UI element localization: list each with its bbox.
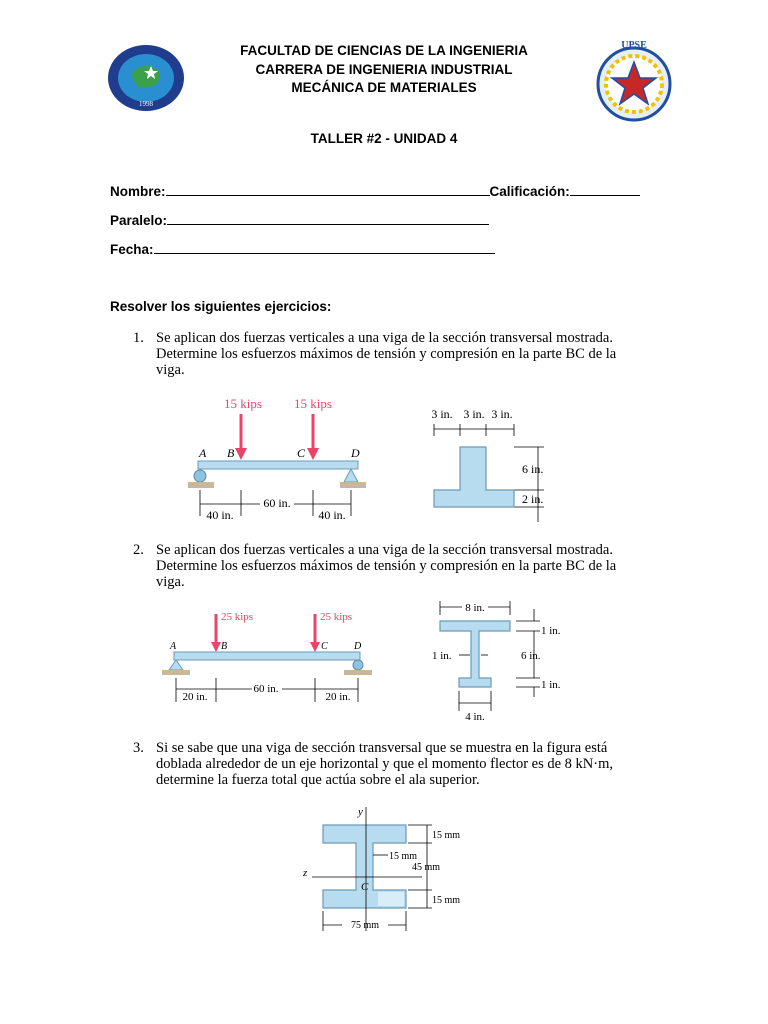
course-title: MECÁNICA DE MATERIALES	[291, 80, 477, 95]
exercise-2-number: 2.	[133, 542, 144, 558]
bottom-thickness: 1 in.	[541, 679, 561, 691]
z-axis-label: z	[303, 867, 308, 879]
width-3: 3 in.	[491, 407, 513, 421]
dist-bc: 60 in.	[263, 496, 291, 510]
point-c: C	[297, 446, 306, 460]
point-d: D	[351, 446, 360, 460]
width-1: 3 in.	[431, 407, 453, 421]
dist-ab: 40 in.	[206, 508, 234, 522]
load-c-label: 25 kips	[319, 611, 353, 623]
web-thickness: 15 mm	[389, 851, 418, 862]
exercise-3-number: 3.	[133, 740, 144, 756]
grade-field[interactable]	[570, 195, 640, 196]
width-2: 3 in.	[463, 407, 485, 421]
exercise-1-number: 1.	[133, 330, 144, 346]
workshop-title: TALLER #2 - UNIDAD 4	[310, 131, 458, 146]
bottom-width: 4 in.	[465, 711, 485, 723]
load-c-label: 15 kips	[294, 396, 332, 411]
name-field[interactable]	[166, 195, 490, 196]
flange-width: 75 mm	[350, 920, 380, 931]
point-b: B	[227, 446, 235, 460]
web-height: 45 mm	[412, 862, 441, 873]
exercise-2-text	[156, 542, 676, 590]
point-c: C	[321, 641, 328, 652]
logo-year: 1998	[139, 100, 153, 108]
name-row	[110, 184, 640, 199]
exercise-2-line2: Determine los esfuerzos máximos de tensión y compresión en la parte BC de la	[156, 558, 617, 574]
point-a: A	[170, 641, 177, 652]
instructions: Resolver los siguientes ejercicios:	[110, 299, 332, 314]
logo-upse-text: UPSE	[621, 40, 647, 51]
beam	[198, 461, 358, 469]
figure-2-cross-section	[428, 597, 573, 725]
figure-1-cross-section	[428, 402, 568, 526]
centroid-label: C	[361, 881, 369, 893]
date-field[interactable]	[154, 253, 495, 254]
date-row	[110, 242, 495, 257]
exercise-3-line1: Si se sabe que una viga de sección transversal que se muestra en la figura está	[156, 740, 608, 756]
exercise-3-text	[156, 740, 676, 788]
load-b-label: 25 kips	[220, 611, 254, 623]
figure-3-cross-section	[298, 803, 478, 937]
top-flange-thickness: 15 mm	[432, 830, 461, 841]
dist-ab: 20 in.	[182, 691, 208, 703]
dist-cd: 40 in.	[318, 508, 346, 522]
exercise-1-line3: viga.	[156, 362, 185, 378]
exercise-2-line1: Se aplican dos fuerzas verticales a una viga de la sección transversal mostrada.	[156, 542, 613, 558]
group-label: Paralelo:	[110, 213, 168, 228]
group-row	[110, 213, 489, 228]
web-thickness: 1 in.	[432, 650, 452, 662]
dist-bc: 60 in.	[253, 683, 279, 695]
exercise-1-line2: Determine los esfuerzos máximos de tensión y compresión en la parte BC de la	[156, 346, 617, 362]
height-flange: 2 in.	[522, 492, 544, 506]
load-b-label: 15 kips	[224, 396, 262, 411]
point-a: A	[199, 446, 207, 460]
group-field[interactable]	[167, 224, 489, 225]
date-label: Fecha:	[110, 242, 154, 257]
figure-1-beam	[180, 392, 380, 524]
y-axis-label: y	[358, 806, 363, 818]
figure-2-beam	[160, 604, 375, 706]
exercise-2-line3: viga.	[156, 574, 185, 590]
bottom-flange-thickness: 15 mm	[432, 895, 461, 906]
career-title: CARRERA DE INGENIERIA INDUSTRIAL	[255, 62, 513, 77]
top-width: 8 in.	[465, 602, 485, 614]
web-height: 6 in.	[521, 650, 541, 662]
exercise-1-text	[156, 330, 676, 378]
top-thickness: 1 in.	[541, 625, 561, 637]
faculty-title: FACULTAD DE CIENCIAS DE LA INGENIERIA	[240, 43, 528, 58]
beam	[174, 652, 360, 660]
exercise-3-line2: doblada alrededor de un eje horizontal y que el momento flector es de 8 kN·m,	[156, 756, 613, 772]
t-section-shape	[434, 447, 514, 507]
dist-cd: 20 in.	[325, 691, 351, 703]
exercise-1-line1: Se aplican dos fuerzas verticales a una viga de la sección transversal mostrada.	[156, 330, 613, 346]
exercise-3-line3: determine la fuerza total que actúa sobre el ala superior.	[156, 772, 480, 788]
point-d: D	[354, 641, 362, 652]
name-label: Nombre:	[110, 184, 166, 199]
grade-label: Calificación:	[489, 184, 570, 199]
point-b: B	[221, 641, 228, 652]
height-web: 6 in.	[522, 462, 544, 476]
